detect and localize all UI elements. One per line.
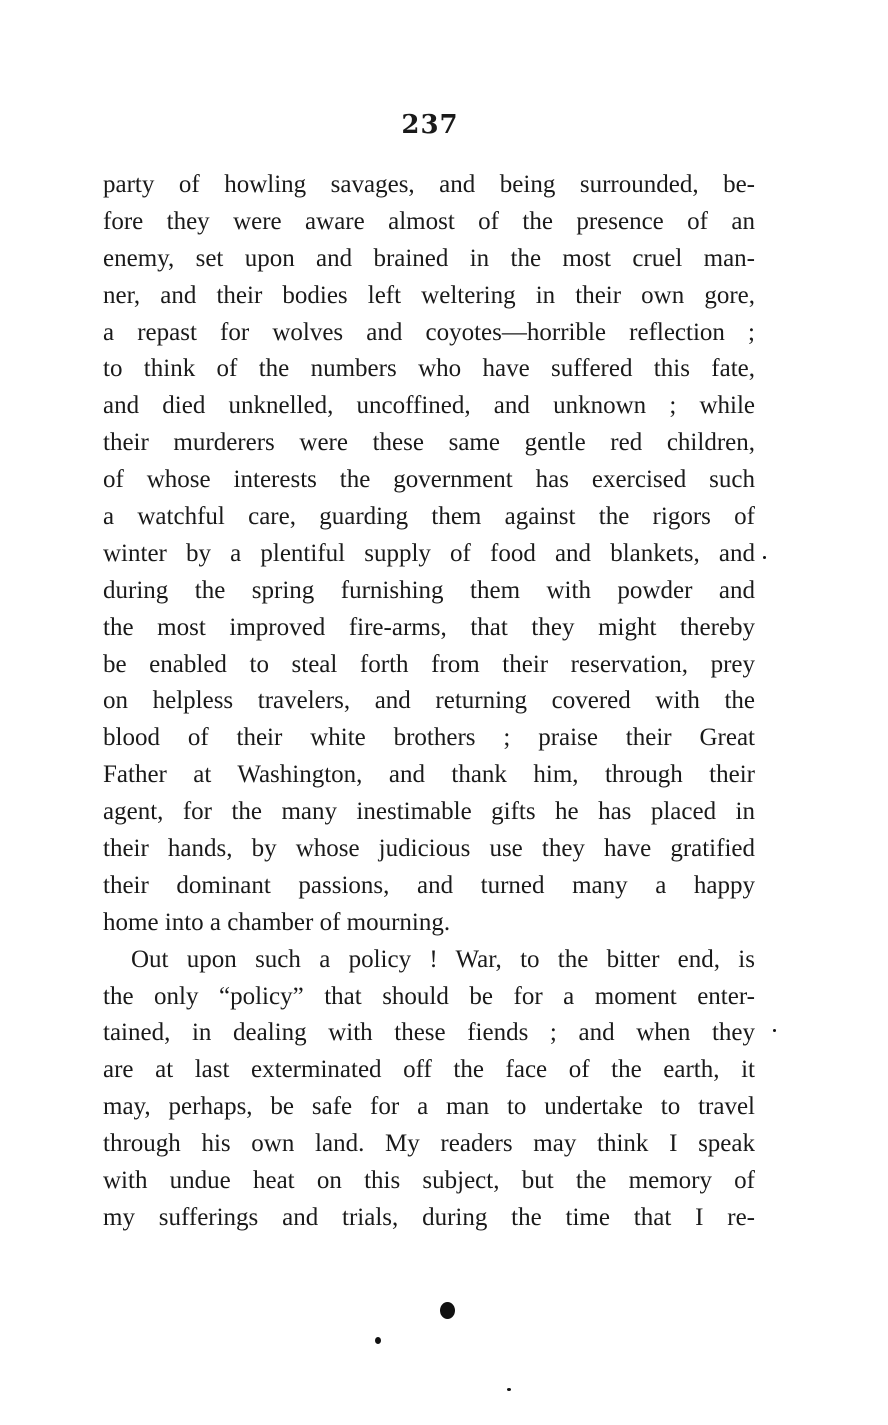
ink-speck: [440, 1302, 455, 1319]
text-line: home into a chamber of mourning.: [103, 908, 451, 936]
text-line: party of howling savages, and being surrounded, be-: [103, 171, 755, 198]
text-line: tained, in dealing with these fiends ; and when they: [103, 1019, 755, 1047]
text-line: a repast for wolves and coyotes—horrible reflection ;: [103, 318, 755, 346]
text-line: blood of their white brothers ; praise their Great: [103, 724, 755, 752]
ink-speck: [763, 556, 766, 559]
text-line: are at last exterminated off the face of the earth, it: [103, 1056, 755, 1084]
text-line: and died unknelled, uncoffined, and unknown ; while: [103, 392, 755, 420]
text-line: to think of the numbers who have suffered this fate,: [103, 355, 755, 383]
page-number: 237: [401, 110, 459, 140]
text-line: be enabled to steal forth from their reservation, prey: [103, 650, 755, 678]
text-line: Father at Washington, and thank him, through their: [103, 761, 755, 789]
body-text: [103, 167, 755, 1237]
text-line: agent, for the many inestimable gifts he has placed in: [103, 798, 755, 826]
paragraph: [103, 167, 755, 942]
text-line: fore they were aware almost of the presence of an: [103, 207, 755, 235]
text-line: ner, and their bodies left weltering in their own gore,: [103, 281, 755, 309]
text-line: may, perhaps, be safe for a man to undertake to travel: [103, 1093, 755, 1121]
text-line: the only “policy” that should be for a moment enter-: [103, 982, 755, 1010]
text-line: on helpless travelers, and returning covered with the: [103, 687, 755, 715]
text-line: during the spring furnishing them with powder and: [103, 576, 755, 604]
ink-speck: [507, 1388, 511, 1391]
text-line: through his own land. My readers may think I speak: [103, 1130, 755, 1158]
paragraph: [103, 942, 755, 1237]
ink-speck: [375, 1337, 381, 1344]
text-line: their dominant passions, and turned many a happy: [103, 871, 755, 899]
text-line: of whose interests the government has exercised such: [103, 466, 755, 494]
text-line: the most improved fire-arms, that they might thereby: [103, 613, 755, 641]
text-line: Out upon such a policy ! War, to the bitter end, is: [131, 945, 755, 973]
ink-speck: [773, 1029, 776, 1032]
text-line: winter by a plentiful supply of food and blankets, and: [103, 539, 755, 567]
text-line: my sufferings and trials, during the time that I re-: [103, 1203, 755, 1231]
text-line: enemy, set upon and brained in the most cruel man-: [103, 244, 755, 272]
text-line: their hands, by whose judicious use they have gratified: [103, 835, 755, 863]
text-line: their murderers were these same gentle red children,: [103, 429, 755, 457]
text-line: with undue heat on this subject, but the memory of: [103, 1167, 755, 1195]
text-line: a watchful care, guarding them against the rigors of: [103, 503, 755, 531]
